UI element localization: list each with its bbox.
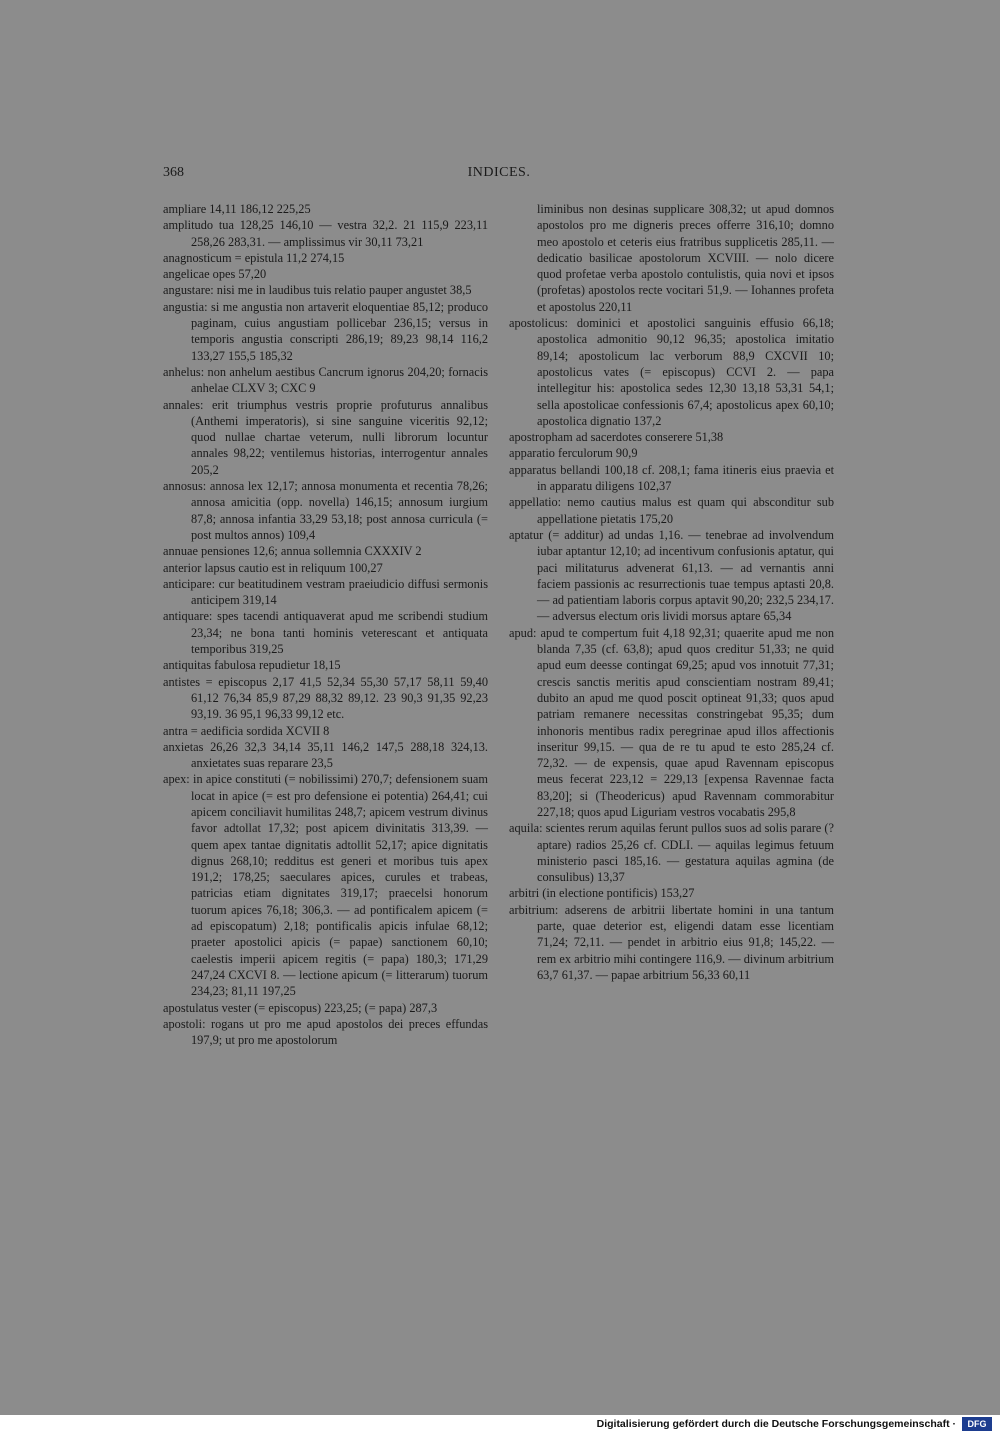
page-title: INDICES.: [467, 165, 531, 180]
index-entry: anhelus: non anhelum aestibus Cancrum ignorus 204,20; fornacis anhelae CLXV 3; CXC 9: [163, 364, 488, 396]
index-entry: apostolicus: dominici et apostolici sanguinis effusio 66,18; apostolica admonitio 90,12 96,35; apostolica imitatio 89,14; apostolicum lac verborum 88,9 CXCVII 10; apostolicus vates (= episcopus) CCVI 2. — papa intellegitur his: apostolica sedes 12,30 13,18 53,31 54,1; sella apostolicae confessionis 67,4; apostolicus apex 60,10; apostolica dignatio 137,2: [509, 316, 834, 428]
index-entry: aquila: scientes rerum aquilas ferunt pullos suos ad solis parare (? aptare) radios 25,26 cf. CDLI. — aquilas legimus fetuum ministerio pasci 185,16. — gestatura aquilas agmina (de consulibus) 13,37: [509, 821, 834, 885]
index-entry: appellatio: nemo cautius malus est quam qui absconditur sub appellatione pietatis 175,20: [509, 495, 834, 526]
index-entry: anticipare: cur beatitudinem vestram praeiudicio diffusi sermonis anticipem 319,14: [163, 576, 488, 608]
index-column-right: [509, 201, 834, 983]
index-entry: apostropham ad sacerdotes conserere 51,38: [509, 430, 724, 445]
index-entry: annuae pensiones 12,6; annua sollemnia CXXXIV 2: [163, 544, 422, 559]
index-entry: annosus: annosa lex 12,17; annosa monumenta et recentia 78,26; annosa amicitia (opp. novella) 146,15; annosum iurgium 87,8; annosa infantia 33,29 53,18; post annosa curricula (= post multos annos) 109,4: [163, 479, 488, 542]
index-entry: apparatio ferculorum 90,9: [509, 446, 638, 461]
index-entry: aptatur (= additur) ad undas 1,16. — tenebrae ad involvendum iubar aptantur 12,10; ad incentivum confusionis aptatur, qui paci militaturus advenerat 61,13. — ad vernantis anni faciem passionis ac resurrectionis tuae tempus aptasti 20,8. — ad patientiam laboris corpus aptavit 90,20; 232,5 234,17. — adversus electum oris lividi morsus aptare 65,34: [509, 527, 834, 624]
index-entry: anxietas 26,26 32,3 34,14 35,11 146,2 147,5 288,18 324,13. anxietates suas reparare 23,5: [163, 739, 488, 771]
index-entry: amplitudo tua 128,25 146,10 — vestra 32,2. 21 115,9 223,11 258,26 283,31. — amplissimus vir 30,11 73,21: [163, 218, 488, 249]
index-entry: apex: in apice constituti (= nobilissimi) 270,7; defensionem suam locat in apice (= est pro defensione ei potentia) 264,41; cui apicem conciliavit humilitas 248,7; apicem vestrum divinus favor adtollat 17,32; post apicem divinitatis 313,39. — quem apex tantae dignitatis adtollit 52,17; apice dignitatis dignus 268,10; redditus est generi et moribus tuis apex 191,2; 178,25; saeculares apices, curules et trabeas, patricias etiam dignitates 319,17; praecelsi honorum tuorum apices 76,18; 306,3. — ad pontificalem apicem (= ad episcopatum) 2,18; pontificalis apicis infulae 68,12; praeter apostolici apicis (= papae) sanctionem 60,10; caelestis imperii apicem regitis (= papa) 180,3; 171,29 247,24 CXCVI 8. — lectione apicum (= litterarum) tuorum 234,23; 81,11 197,25: [163, 772, 488, 999]
index-entry: antistes = episcopus 2,17 41,5 52,34 55,30 57,17 58,11 59,40 61,12 76,34 85,9 87,29 88,32 89,12. 23 90,3 91,35 92,23 93,19. 36 95,1 96,33 99,12 etc.: [163, 674, 488, 722]
index-entry: anterior lapsus cautio est in reliquum 100,27: [163, 560, 383, 575]
index-entry: annales: erit triumphus vestris proprie profuturus annalibus (Anthemi imperatoris), si sine sanguine viceritis 92,12; quod nullae chartae veterum, nulli librorum locuntur annales 98,22; ventilemus historias, interrogentur annales 205,2: [163, 397, 488, 477]
index-entry: arbitri (in electione pontificis) 153,27: [509, 886, 695, 901]
index-entry: liminibus non desinas supplicare 308,32; ut apud domnos apostolos pro me digneris preces offerre 316,10; domno meo apostolo et ceteris eius fratribus supplicetis 285,11. — dedicatio basilicae apostolorum XCVIII. — nolo dicere quod profetae verba apostolo contulistis, quia novi et ipsos (profetas) apostolos recte vocitari 51,9. — Iohannes profeta et apostolus 220,11: [537, 202, 834, 314]
dfg-logo: DFG: [962, 1417, 992, 1431]
index-entry: apparatus bellandi 100,18 cf. 208,1; fama itineris eius praevia et in apparatu diligens 102,37: [509, 462, 834, 494]
index-entry: antiquare: spes tacendi antiquaverat apud me scribendi studium 23,34; ne bona tanti hominis veterescant et antiquata temporibus 319,25: [163, 609, 488, 657]
running-header: [163, 165, 835, 185]
index-entry: angustia: si me angustia non artaverit eloquentiae 85,12; produco paginam, cuius angustiam pollicebar 236,15; versus in temporis angustia conscripti 286,19; 89,23 98,14 116,2 133,27 155,5 185,32: [163, 299, 488, 363]
index-entry: apostoli: rogans ut pro me apud apostolos dei preces effundas 197,9; ut pro me apostolorum: [163, 1016, 488, 1048]
funding-credit: Digitalisierung gefördert durch die Deutsche Forschungsgemeinschaft ·: [596, 1418, 956, 1430]
index-entry: anagnosticum = epistula 11,2 274,15: [163, 250, 345, 265]
index-entry: antra = aedificia sordida XCVII 8: [163, 723, 330, 738]
index-entry: antiquitas fabulosa repudietur 18,15: [163, 658, 341, 673]
index-entry: angustare: nisi me in laudibus tuis relatio pauper angustet 38,5: [163, 283, 472, 298]
index-entry: ampliare 14,11 186,12 225,25: [163, 202, 311, 216]
footer-bar: [0, 1415, 1000, 1434]
page-number: 368: [163, 165, 184, 180]
index-entry: apostulatus vester (= episcopus) 223,25; (= papa) 287,3: [163, 1000, 438, 1015]
index-entry: apud: apud te compertum fuit 4,18 92,31; quaerite apud me non blanda 7,35 (cf. 63,8); apud quos creditur 51,33; ne quid apud eum deesse contingat 69,25; apud vos innotuit 77,31; crescis sanctis meritis apud conscientiam nostram 89,41; dubito an apud me quod poscit optineat 91,33; quos apud patriam remanere necessitas constringebat 95,35; dum inhonoris mentibus radix peregrinae apud illos affectionis inseritur 99,15. — qua de re tu apud te esto 285,24 cf. 72,32. — de expensis, quae apud Ravennam episcopus meus fecerat 223,12 = 229,13 [expensa Ravennae facta 83,20]; si (Theodericus) apud Ravennam commorabitur 227,18; quos apud Liguriam vestros vocabatis 295,8: [509, 625, 834, 819]
index-entry: angelicae opes 57,20: [163, 267, 267, 282]
index-entry: arbitrium: adserens de arbitrii libertate homini in una tantum parte, quae deterior est, eligendi datam esse licentiam 71,24; 72,11. — pendet in arbitrio eius 91,8; 145,22. — rem ex arbitrio mihi contingere 116,9. — divinum arbitrium 63,7 61,37. — papae arbitrium 56,33 60,11: [509, 902, 834, 982]
index-column-left: [163, 201, 488, 1048]
